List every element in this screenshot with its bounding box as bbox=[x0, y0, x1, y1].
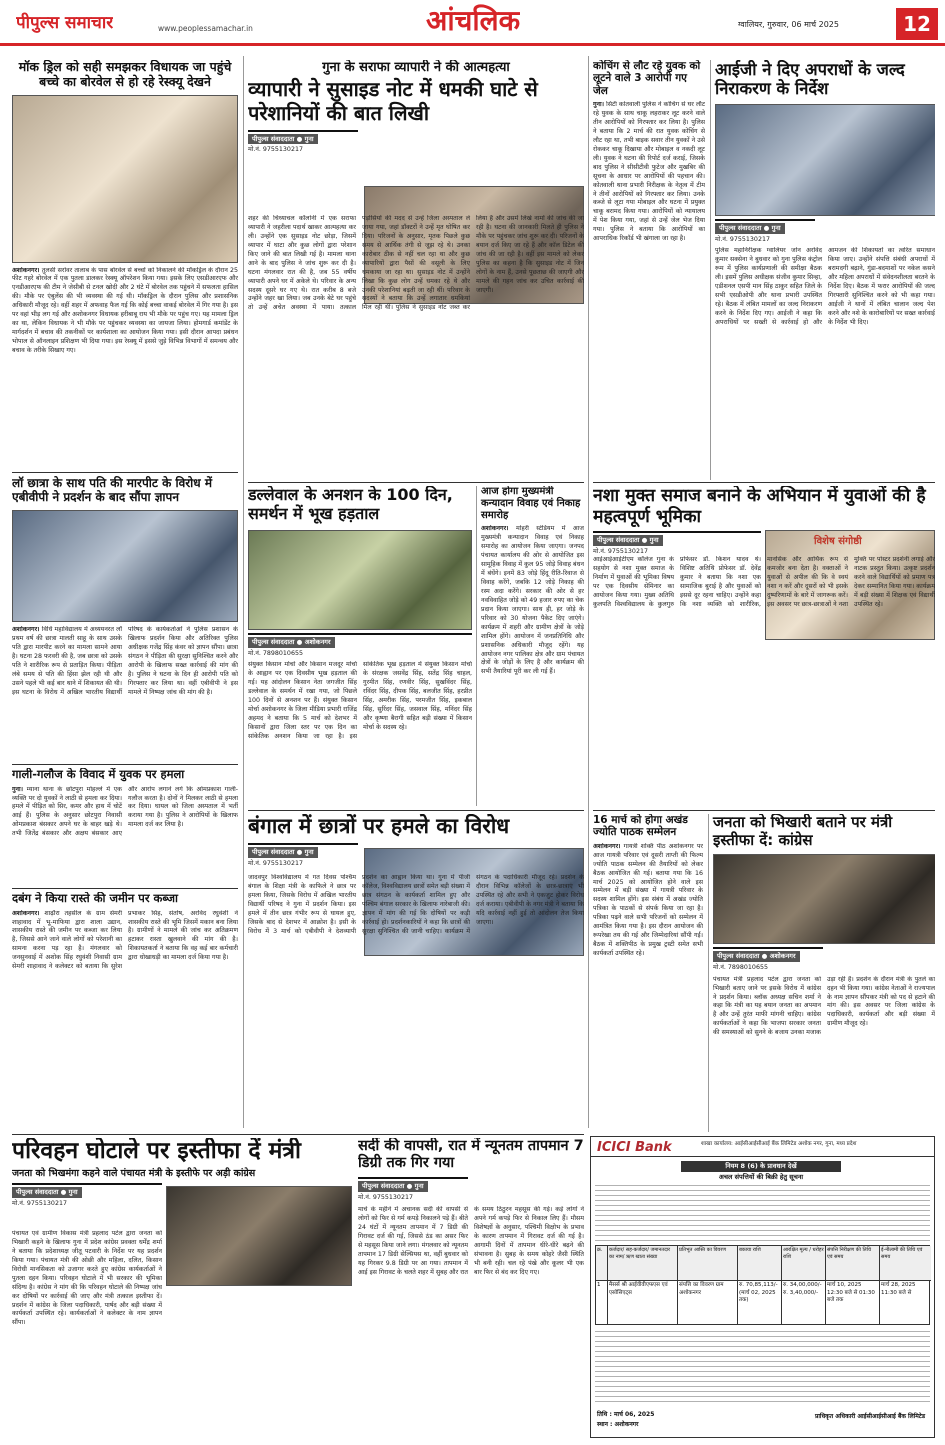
site-url: www.peoplessamachar.in bbox=[158, 24, 253, 33]
byline: पीपुल्स संवाददाता ● गुना bbox=[248, 847, 318, 858]
story-body bbox=[12, 267, 238, 472]
byline-box bbox=[248, 843, 358, 868]
byline: पीपुल्स संवाददाता ● गुना bbox=[593, 535, 663, 546]
ad-terms bbox=[595, 1331, 930, 1405]
mobile: मो.नं. 9755130217 bbox=[12, 1200, 67, 1208]
mobile: मो.नं. 9755130217 bbox=[358, 1193, 413, 1201]
body: मोहरी स्टेडियम में आज मुख्यमंत्री कन्यादान विवाह एवं निकाह समारोह का आयोजन किया जाएगा। जनपद पंचायत कार्यालय की ओर से आयोजित इस सामूहिक विवाह में कुल 95 जोड़े विवाह बंधन में बंधेंगे। इनमें 83 जोड़े हिंदू रीति-रिवाज से विवाह करेंगे, जबकि 12 जोड़े निकाह की रस्म अदा करेंगे। सरकार की ओर से हर नवविवाहित जोड़े को 49 हजार रुपए का चेक प्रदान किया जाएगा। साथ ही, हर जोड़े के परिवार को 30 योजना पैकेट दिए जाएंगे। कार्यक्रम में शहरी और ग्रामीण क्षेत्रों के जोड़े शामिल होंगे। आयोजन में जनप्रतिनिधि और प्रशासनिक अधिकारी मौजूद रहेंगे। यह आयोजन नगर पालिका क्षेत्र और ग्राम पंचायत क्षेत्रों के जोड़ों के लिए है और कार्यक्रम की सभी तैयारियां पूरी कर ली गई हैं। bbox=[481, 525, 584, 676]
story-nasha bbox=[593, 486, 935, 806]
story-vivah bbox=[476, 486, 584, 806]
divider bbox=[248, 482, 584, 483]
body: शाढ़ौरा तहसील के ग्राम सेमरी शाहावाद में भू-माफिया द्वारा शाला उद्यान, शासकीय रास्ते की जमीन पर कब्जा कर लिया है, जिससे आने जाने वाले लोगों को परेशानी का सामना करना पड़ रहा है। मंगलवार को जनसुनवाई में अशोक सिंह रघुवंशी निवासी ग्राम सेमरी शाहावाद ने कलेक्टर को बताया कि सुरेश प्रभाकर सिंह, संतोष, अरविंद रघुवंशी ने शासकीय रास्ते की भूमि जिसमें मकान बना लिया है। ग्रामीणों ने मामले की जांच कर अतिक्रमण हटाकर रास्ता खुलवाने की मांग की है। शिकायतकर्ता ने बताया कि वह कई बार कर्मचारी द्वारा धोखाधड़ी का मामला दर्ज किया गया है। bbox=[12, 909, 238, 971]
byline-box bbox=[593, 531, 761, 556]
ad-icici bbox=[590, 1136, 935, 1438]
story-body bbox=[12, 626, 238, 766]
story-gaali bbox=[12, 768, 238, 886]
byline: पीपुल्स संवाददाता ● गुना bbox=[358, 1181, 428, 1192]
headline: गाली-गलौज के विवाद में युवक पर हमला bbox=[12, 768, 185, 781]
divider bbox=[12, 472, 238, 473]
body: गायत्री शक्ति पीठ अशोकनगर पर आज गायत्री परिवार एवं दूसरी ताप्ती की फिल्म ज्योति पाठक सम्मेलन की तैयारियों को लेकर बैठक आयोजित की गई। बताया गया कि 16 मार्च 2025 को आयोजित होने वाले इस सम्मेलन में बड़ी संख्या में गायत्री परिवार के सदस्य शामिल होंगे। इस संबंध में अखंड ज्योति पत्रिका के पाठकों से संपर्क किया जा रहा है। पत्रिका पढ़ने वाले सभी परिजनों को सम्मेलन में आमंत्रित किया गया है। इस दौरान आयोजन की रूपरेखा तय की गई और जिम्मेदारियां सौंपी गईं। बैठक में शक्तिपीठ के प्रमुख ट्रस्टी समेत सभी कार्यकर्ता उपस्थित रहे। bbox=[593, 842, 703, 957]
story-jyoti bbox=[593, 814, 703, 1132]
th-asset: प्रतिभूत आस्ति का विवरण bbox=[678, 1246, 738, 1281]
td-inspection: मार्च 10, 2025 12:30 बजे से 01:30 बजे तक bbox=[826, 1281, 880, 1324]
dateline: गुना। bbox=[12, 785, 24, 793]
auction-table bbox=[595, 1245, 930, 1325]
dateline: अशोकनगर। bbox=[481, 525, 509, 533]
photo-hunger-strike bbox=[248, 530, 472, 630]
photo-congress-protest bbox=[166, 1186, 352, 1286]
td-asset: संपत्ति का विवरण ग्राम अशोकनगर bbox=[678, 1281, 738, 1324]
th-reserve: आरक्षित मूल्य / धरोहर राशि bbox=[782, 1246, 826, 1281]
ad-date: तिथि : मार्च 06, 2025 bbox=[597, 1411, 655, 1418]
headline: डल्लेवाल के अनशन के 100 दिन, समर्थन में भूख हड़ताल bbox=[248, 486, 453, 523]
seminar-banner: विशेष संगोष्ठी bbox=[814, 536, 862, 547]
td-auction: मार्च 28, 2025 11:30 बजे से bbox=[881, 1282, 916, 1296]
photo-ig-meeting bbox=[715, 104, 935, 216]
photo-borewell-rescue bbox=[12, 95, 238, 263]
story-ig bbox=[710, 60, 935, 480]
byline: पीपुल्स संवाददाता ● गुना bbox=[715, 223, 785, 234]
mobile: मो.नं. 9755130217 bbox=[715, 235, 770, 243]
body: सिटी कोतवाली पुलिस ने कोचिंग से घर लौट रहे युवक के साथ चाकू लहराकर लूट करने वाले तीन आरोपियों को गिरफ्तार कर लिया है। पुलिस ने बताया कि 2 मार्च की रात युवक कोचिंग से लौट रहा था, तभी बाइक सवार तीन युवकों ने उसे रोककर चाकू दिखाया और मोबाइल व नकदी लूट ली। युवक ने घटना की रिपोर्ट दर्ज कराई, जिसके बाद पुलिस ने सीसीटीवी फुटेज और मुखबिर की सूचना के आधार पर आरोपियों की पहचान की। कोतवाली थाना प्रभारी निरीक्षक के नेतृत्व में टीम ने तीनों आरोपियों को गिरफ्तार कर लिया। उनके कब्जे से लूटा गया मोबाइल और घटना में प्रयुक्त चाकू बरामद किया गया। आरोपियों को न्यायालय में पेश किया गया, जहां से उन्हें जेल भेज दिया गया। पुलिस ने बताया कि आरोपियों का आपराधिक रिकॉर्ड भी खंगाला जा रहा है। bbox=[593, 101, 705, 243]
column-rule bbox=[588, 56, 589, 1128]
ad-signatory: प्राधिकृत अधिकारी आईसीआईसीआई बैंक लिमिटेड bbox=[814, 1413, 926, 1420]
branch-address: शाखा कार्यालय: आईसीआईसीआई बैंक लिमिटेड अशोक नगर, गुना, मध्य प्रदेश bbox=[701, 1141, 857, 1147]
headline: लॉ छात्रा के साथ पति की मारपीट के विरोध में एबीवीपी ने प्रदर्शन के बाद सौंपा ज्ञापन bbox=[12, 476, 213, 505]
byline: पीपुल्स संवाददाता ● गुना bbox=[248, 134, 318, 145]
story-sardi bbox=[358, 1138, 584, 1438]
photo-congress-rally bbox=[713, 854, 935, 944]
dateline: अशोकनगर। bbox=[12, 626, 40, 634]
dateline: अशोकनगर। bbox=[593, 842, 621, 850]
td-reserve: रु. 34,00,000/- रु. 3,40,000/- bbox=[782, 1281, 826, 1324]
byline: पीपुल्स संवाददाता ● अशोकनगर bbox=[248, 637, 335, 648]
story-abvp bbox=[12, 476, 238, 768]
mobile: मो.नं. 9755130217 bbox=[248, 859, 303, 867]
headline: व्यापारी ने सुसाइड नोट में धमकी घाटे से परेशानियों की बात लिखी bbox=[248, 77, 538, 125]
photo-abvp-protest bbox=[12, 510, 238, 622]
place-date: ग्वालियर, गुरुवार, 06 मार्च 2025 bbox=[738, 20, 839, 29]
divider bbox=[248, 1134, 584, 1135]
th-auction: ई-नीलामी की तिथि एवं समय bbox=[880, 1246, 931, 1281]
th-inspection: संपत्ति निरीक्षण की तिथि एवं समय bbox=[826, 1246, 880, 1281]
divider bbox=[248, 810, 584, 811]
byline-box bbox=[713, 947, 823, 972]
story-parivahan bbox=[12, 1138, 352, 1438]
th-no: क्र. bbox=[596, 1246, 608, 1281]
headline: जनता को भिखारी बताने पर मंत्री इस्तीफा दें: कांग्रेस bbox=[713, 814, 893, 849]
mobile: मो.नं. 7898010655 bbox=[248, 649, 303, 657]
story-mock-drill bbox=[12, 60, 238, 480]
story-body bbox=[593, 101, 705, 466]
th-due: बकाया राशि bbox=[738, 1246, 782, 1281]
mobile: मो.नं. 9755130217 bbox=[248, 146, 303, 154]
headline: आईजी ने दिए अपराधों के जल्द निराकरण के निर्देश bbox=[715, 60, 905, 99]
section-title: आंचलिक bbox=[426, 4, 521, 37]
dateline: अशोकनगर। bbox=[12, 909, 40, 917]
byline-box bbox=[715, 219, 815, 244]
subhead: जनता को भिखमंगा कहने वाले पंचायत मंत्री के इस्तीफे पर अड़ी कांग्रेस bbox=[12, 1168, 256, 1180]
td-no: 1 bbox=[596, 1281, 608, 1324]
kicker: गुना के सराफा व्यापारी ने की आत्महत्या bbox=[322, 60, 510, 75]
dateline: अशोकनगर। bbox=[12, 266, 40, 274]
story-body bbox=[593, 843, 703, 1103]
headline: बंगाल में छात्रों पर हमले का विरोध bbox=[248, 814, 510, 838]
byline-box bbox=[248, 130, 358, 155]
icici-logo: ICICI Bank bbox=[597, 1140, 672, 1155]
divider bbox=[593, 810, 935, 811]
ad-place: स्थान : अशोकनगर bbox=[597, 1421, 639, 1428]
story-body: पंचायत एवं ग्रामीण विकास मंत्री प्रहलाद पटेल द्वारा जनता को भिखारी कहने के खिलाफ गुना में प्रदेश कांग्रेस प्रवक्ता धर्मेंद्र शर्मा ने बताया कि प्रदेशाध्यक्ष जीतू पटवारी के निर्देश पर यह प्रदर्शन किया गया। पंचायत मंत्री की ओछी और महिला, दलित, किसान विरोधी मानसिकता को उजागर करते हुए कांग्रेस कार्यकर्ताओं ने पुतला दहन किया। परिवहन घोटाले में भी सरकार की भूमिका संदिग्ध है। कांग्रेस ने मांग की कि परिवहन घोटाले की निष्पक्ष जांच कर दोषियों पर कार्रवाई की जाए और मंत्री तत्काल इस्तीफा दें। प्रदर्शन में कांग्रेस के जिला पदाधिकारी, पार्षद और बड़ी संख्या में कार्यकर्ता उपस्थित रहे। कार्यकर्ताओं ने कलेक्टर के नाम ज्ञापन सौंपा। bbox=[12, 1230, 162, 1327]
story-body: आईआईआईटीएम कॉलेज गुना के सहयोग से नशा मुक्त समाज के निर्माण में युवाओं की भूमिका विषय पर एक दिवसीय सेमिनार का आयोजन किया गया। मुख्य अतिथि कुलपति विश्वविद्यालय के कुलगुरु प्रोफेसर डॉ. किशन यादव थे। विशिष्ट अतिथि प्रोफेसर डॉ. देवेंद्र कुमार ने बताया कि नशा एक सामाजिक बुराई है और युवाओं को इससे दूर रहना चाहिए। उन्होंने कहा कि नशा व्यक्ति को शारीरिक, मानसिक और आर्थिक रूप से कमजोर बना देता है। वक्ताओं ने युवाओं से अपील की कि वे स्वयं नशा न करें और दूसरों को भी इसके दुष्परिणामों के बारे में जागरूक करें। इस अवसर पर छात्र-छात्राओं ने नशा मुक्ति पर पोस्टर प्रदर्शनी लगाई और नाटक प्रस्तुत किया। उत्कृष्ट प्रदर्शन करने वाले विद्यार्थियों को प्रमाण पत्र देकर सम्मानित किया गया। कार्यक्रम में बड़ी संख्या में शिक्षक एवं विद्यार्थी उपस्थित रहे। bbox=[593, 556, 935, 608]
story-body: पुलिस महानिरीक्षक ग्वालियर जोन अरविंद कुमार सक्सेना ने बुधवार को गुना पुलिस कंट्रोल रूम में पुलिस कार्यप्रणाली की समीक्षा बैठक ली। इसमें पुलिस अधीक्षक संजीव कुमार सिन्हा, एडीशनल एसपी मान सिंह ठाकुर सहित जिले के सभी एसडीओपी और थाना प्रभारी उपस्थित रहे। बैठक में लंबित मामलों का जल्द निराकरण करने के निर्देश दिए गए। आईजी ने कहा कि अपराधियों पर सख्ती से कार्रवाई हो और आमजन की शिकायतों का त्वरित समाधान किया जाए। उन्होंने संपत्ति संबंधी अपराधों में बरामदगी बढ़ाने, गुंडा-बदमाशों पर नकेल कसने और महिला अपराधों में संवेदनशीलता बरतने के निर्देश दिए। बैठक में फरार आरोपियों की जल्द गिरफ्तारी सुनिश्चित करने को भी कहा गया। आईजी ने थानों में लंबित चालान जल्द पेश करने और नशे के कारोबारियों पर सख्त कार्रवाई के निर्देश भी दिए। bbox=[715, 247, 935, 326]
headline: मॉक ड्रिल को सही समझकर विधायक जा पहुंचे बच्चे का बोरवेल से हो रहे रेस्क्यू देखने bbox=[18, 60, 232, 89]
divider bbox=[593, 482, 935, 483]
masthead bbox=[0, 0, 945, 46]
column-rule bbox=[243, 56, 244, 1128]
story-body bbox=[12, 910, 238, 1125]
body: म्याना थाना के छोटपुरा मोहल्ले में एक व्यक्ति पर दो युवकों ने लाठी से हमला कर दिया। हमले में पीड़ित को सिर, कमर और हाथ में चोटें आई हैं। पुलिस के अनुसार छोटपुरा निवासी ओमप्रकाश बंसकार अपने घर के बाहर खड़े थे। तभी जितेंद्र बंसकार और अक्षय बंसकार आए और आरोप लगाने लगे कि ओमप्रकाश गाली-गलौज करता है। दोनों ने मिलकर लाठी से हमला कर दिया। घायल को जिला अस्पताल में भर्ती कराया गया है। पुलिस ने आरोपियों के खिलाफ मामला दर्ज कर लिया है। bbox=[12, 785, 238, 838]
story-dabang bbox=[12, 892, 238, 1130]
td-due: रु. 70,85,113/- (मार्च 02, 2025 तक) bbox=[738, 1281, 782, 1324]
headline: सर्दी की वापसी, रात में न्यूनतम तापमान 7 डिग्री तक गिर गया bbox=[358, 1138, 584, 1172]
headline: परिवहन घोटाले पर इस्तीफा दें मंत्री bbox=[12, 1138, 302, 1164]
story-bengal bbox=[248, 814, 584, 1130]
story-body: शहर की चिंध्याचल कॉलोनी में एक सराफा व्यापारी ने जहरीला पदार्थ खाकर आत्महत्या कर ली। उन्होंने एक सुसाइड नोट छोड़ा, जिसमें व्यापार में घाटा और कुछ लोगों द्वारा परेशान किए जाने की बात लिखी गई है। मामला थाना आने के बाद पुलिस ने जांच शुरू कर दी है। घटना मंगलवार रात की है, जब 55 वर्षीय व्यापारी अपने घर में अकेले थे। परिवार के अन्य सदस्य दूसरे घर गए थे। रात करीब 8 बजे उन्होंने जहर खा लिया। जब उनके बेटे घर पहुंचे तो उन्हें अचेत अवस्था में पाया। तत्काल पड़ोसियों की मदद से उन्हें जिला अस्पताल ले जाया गया, जहां डॉक्टरों ने उन्हें मृत घोषित कर दिया। परिजनों के अनुसार, मृतक पिछले कुछ समय से आर्थिक तंगी से जूझ रहे थे। उनका कारोबार ठीक से नहीं चल रहा था और कुछ व्यापारियों द्वारा पैसों की वसूली के लिए धमकाया जा रहा था। सुसाइड नोट में उन्होंने लिखा कि कुछ लोग उन्हें धमका रहे थे और उनकी परेशानियां बढ़ती जा रही थीं। परिवार के सदस्यों ने बताया कि उन्हें लगातार धमकियां मिल रही थीं। पुलिस ने सुसाइड नोट जब्त कर लिया है और उसमें लिखे नामों की जांच की जा रही है। घटना की जानकारी मिलते ही पुलिस ने मौके पर पहुंचकर जांच शुरू कर दी। परिजनों के बयान दर्ज किए जा रहे हैं और कॉल डिटेल की जांच की जा रही है। वहीं इस मामले को लेकर पुलिस का कहना है कि सुसाइड नोट में जिन लोगों के नाम हैं, उनसे पूछताछ की जाएगी और मामले की गहन जांच कर उचित कार्रवाई की जाएगी। bbox=[248, 215, 584, 312]
mobile: मो.नं. 7898010655 bbox=[713, 964, 768, 972]
story-dallewal bbox=[248, 486, 472, 806]
story-congress bbox=[708, 814, 935, 1132]
headline: आज होगा मुख्यमंत्री कन्यादान विवाह एवं निकाह समारोह bbox=[481, 486, 581, 521]
byline-box bbox=[358, 1177, 468, 1202]
byline: पीपुल्स संवाददाता ● अशोकनगर bbox=[713, 951, 800, 962]
story-body bbox=[12, 786, 238, 882]
body: तुलसी सरोवर तालाब के पास बोरवेल से बच्चों को निकालने की मॉकड्रिल के दौरान 25 फीट गहरे बोरवेल में एक पुतला डालकर रेस्क्यू ऑपरेशन किया गया। इसके लिए एसडीआरएफ और एनडीआरएफ की टीम ने जेसीबी से टनल खोदी और 2 घंटे में बोरवेल तक पहुंचने में सफलता हासिल की। मौके पर एंबुलेंस की भी व्यवस्था की गई थी। मॉकड्रिल के दौरान पुलिस और प्रशासनिक अधिकारी मौजूद रहे। वहीं शहर में अफवाह फैल गई कि कोई बच्चा वाकई बोरवेल में गिर गया है। इस पर वहां भीड़ लग गई और अशोकनगर विधायक हरीबाबू राय भी मौके पर पहुंच गए। यह मामला ड्रिल का था, लेकिन विधायक ने भी मौके पर पहुंचकर व्यवस्था का जायजा लिया। होमगार्ड कमांडेंट के मार्गदर्शन में बचाव की तकनीकों पर कार्यशाला का आयोजन किया गया। इसी दौरान आपदा प्रबंधन भोपाल से ऑनलाइन प्रशिक्षण भी दिया गया। इस रेस्क्यू में इससे जुड़े विभिन्न विभागों में समन्वय और बचाव के तरीके सिखाए गए। bbox=[12, 266, 238, 354]
headline: 16 मार्च को होगा अखंड ज्योति पाठक सम्मेलन bbox=[593, 814, 688, 839]
headline: नशा मुक्त समाज बनाने के अभियान में युवाओं की है महत्वपूर्ण भूमिका bbox=[593, 486, 926, 527]
story-body: जादवपुर विश्वविद्यालय में गत दिवस पश्चिम बंगाल के शिक्षा मंत्री के काफिले ने छात्र पर हमला किया, जिसके विरोध में अखिल भारतीय विद्यार्थी परिषद ने गुना में प्रदर्शन किया। इस हमले में तीन छात्र गंभीर रूप से घायल हुए, जिसके बाद से देशभर में आक्रोश है। इसी के विरोध में 3 मार्च को एबीवीपी ने देशव्यापी प्रदर्शन का आह्वान किया था। गुना में पीजी कॉलेज, विश्वविद्यालय छात्रों समेत बड़ी संख्या में छात्र संगठन के कार्यकर्ता शामिल हुए और पश्चिम बंगाल सरकार के खिलाफ नारेबाजी की। ज्ञापन में मांग की गई कि दोषियों पर कड़ी कार्रवाई हो। प्रदर्शनकारियों ने कहा कि छात्रों की सुरक्षा सुनिश्चित की जानी चाहिए। कार्यक्रम में संगठन के पदाधिकारी मौजूद रहे। प्रदर्शन के दौरान विभिन्न कॉलेजों के छात्र-छात्राएं भी उपस्थित रहे और सभी ने एकजुट होकर विरोध दर्ज कराया। एबीवीपी के नगर मंत्री ने बताया कि यदि कार्रवाई नहीं हुई तो आंदोलन तेज किया जाएगा। bbox=[248, 874, 584, 935]
byline-box bbox=[248, 633, 472, 658]
mobile: मो.नं. 9755130217 bbox=[593, 548, 648, 556]
byline-box bbox=[12, 1183, 162, 1208]
story-body: संयुक्त किसान मोर्चा और किसान मजदूर मोर्चा के आह्वान पर एक दिवसीय भूख हड़ताल की गई। यह आंदोलन किसान नेता जगजीत सिंह डल्लेवाल के समर्थन में रखा गया, जो पिछले 100 दिनों से अनशन पर हैं। संयुक्त किसान मोर्चा अशोकनगर के जिला मीडिया प्रभारी राजिंद्र अहमद ने बताया कि 5 मार्च को देशभर में किसानों द्वारा जिला स्तर पर एक दिन का सांकेतिक अनशन किया जा रहा है। इस सांकेतिक भूख हड़ताल में संयुक्त किसान मोर्चा के संरक्षक जसवेंद्र सिंह, सतेंद्र सिंह चाहल, गुरमीत सिंह, रणवीर सिंह, सुखविंदर सिंह, रविंदर सिंह, दीपक सिंह, बलजीत सिंह, हरप्रीत सिंह, अमरीक सिंह, परमजीत सिंह, इकबाल सिंह, सुरिंदर सिंह, जसवाल सिंह, मनिंदर सिंह और कृष्णा बैरागी सहित बड़ी संख्या में किसान मोर्चा के सदस्य रहे। bbox=[248, 661, 472, 740]
story-guna-suicide bbox=[248, 60, 584, 480]
body: विधि महाविद्यालय में अध्ययनरत लॉ प्रथम वर्ष की छात्रा मालती साहू के साथ उसके पति द्वारा मारपीट करने का मामला सामने आया है। घटना 28 फरवरी की है, जब छात्रा को उसके पति ने शारीरिक रूप से प्रताड़ित किया। पीड़िता लंबे समय से पति की हिंसा झेल रही थी और उसने पहले भी कई बार थाने में शिकायत की थी। इस घटना के विरोध में अखिल भारतीय विद्यार्थी परिषद के कार्यकर्ताओं ने पुलिस प्रशासन के खिलाफ प्रदर्शन किया और अतिरिक्त पुलिस अधीक्षक गजेंद्र सिंह कंवर को ज्ञापन सौंपा। छात्रा संगठन ने पीड़िता की सुरक्षा सुनिश्चित करने और आरोपी के खिलाफ सख्त कार्रवाई की मांग की है। पुलिस ने घटना के दिन ही आरोपी पति को गिरफ्तार कर लिया था। वहीं एबीवीपी ने इस मामले में निष्पक्ष जांच की मांग की है। bbox=[12, 626, 238, 696]
headline: दबंग ने किया रास्ते की जमीन पर कब्जा bbox=[12, 892, 179, 905]
story-body: मार्च के महीने में अचानक सर्दी की वापसी से लोगों को फिर से गर्म कपड़े निकालने पड़े हैं। बीते 24 घंटों में न्यूनतम तापमान में 7 डिग्री की गिरावट दर्ज की गई, जिससे ठंड का असर फिर से महसूस किया जाने लगा। मंगलवार को न्यूनतम तापमान 17 डिग्री सेल्सियस था, वहीं बुधवार को यह गिरकर 9.8 डिग्री पर आ गया। तापमान में आई इस गिरावट के चलते शहर में सुबह और रात के समय ठिठुरन महसूस की गई। कई लोगों ने अपने गर्म कपड़े फिर से निकाल लिए हैं। मौसम विशेषज्ञों के अनुसार, पश्चिमी विक्षोभ के प्रभाव के कारण तापमान में गिरावट दर्ज की गई है। आगामी दिनों में तापमान धीरे-धीरे बढ़ने की संभावना है। सुबह के समय कोहरे जैसी स्थिति भी बनी रही। चल रहे पंखे और कूलर भी एक बार फिर से बंद कर दिए गए। bbox=[358, 1206, 584, 1277]
page-number: 12 bbox=[896, 8, 938, 40]
dateline: गुना। bbox=[593, 101, 605, 109]
ad-header bbox=[591, 1137, 934, 1157]
headline: कोचिंग से लौट रहे युवक को लूटने वाले 3 आरोपी गए जेल bbox=[593, 60, 701, 97]
story-koching bbox=[593, 60, 705, 480]
story-body: पंचायत मंत्री प्रहलाद पटेल द्वारा जनता को भिखारी बताए जाने पर इसके विरोध में कांग्रेस ने प्रदर्शन किया। ब्लॉक अध्यक्ष सचिन शर्मा ने कहा कि मंत्री का यह बयान जनता का अपमान है और उन्हें तुरंत माफी मांगनी चाहिए। कांग्रेस कार्यकर्ताओं ने कहा कि भाजपा सरकार जनता की समस्याओं को सुनने के बजाय उनका मजाक उड़ा रही है। प्रदर्शन के दौरान मंत्री के पुतले का दहन भी किया गया। कांग्रेस नेताओं ने राज्यपाल के नाम ज्ञापन सौंपकर मंत्री को पद से हटाने की मांग की। इस अवसर पर जिला कांग्रेस के पदाधिकारी, कार्यकर्ता और बड़ी संख्या में ग्रामीण मौजूद रहे। bbox=[713, 975, 935, 1037]
divider bbox=[12, 888, 238, 889]
byline: पीपुल्स संवाददाता ● गुना bbox=[12, 1187, 82, 1198]
logo: पीपुल्स समाचार bbox=[16, 13, 114, 33]
th-borrower: कर्जदार/ सह-कर्जदार/ जमानतदार का नाम/ ऋण खाता संख्या bbox=[608, 1246, 678, 1281]
ad-subtitle: अचल संपत्तियों की बिक्री हेतु सूचना bbox=[718, 1173, 804, 1181]
td-borrower: मैसर्स श्री आईवीवीएफएस एवं एसोसिएट्स bbox=[608, 1281, 678, 1324]
divider bbox=[12, 764, 238, 765]
ad-fineprint bbox=[595, 1185, 930, 1241]
story-body bbox=[481, 525, 584, 805]
ad-title: नियम 8 (6) के प्रावधान देखें bbox=[681, 1161, 841, 1172]
